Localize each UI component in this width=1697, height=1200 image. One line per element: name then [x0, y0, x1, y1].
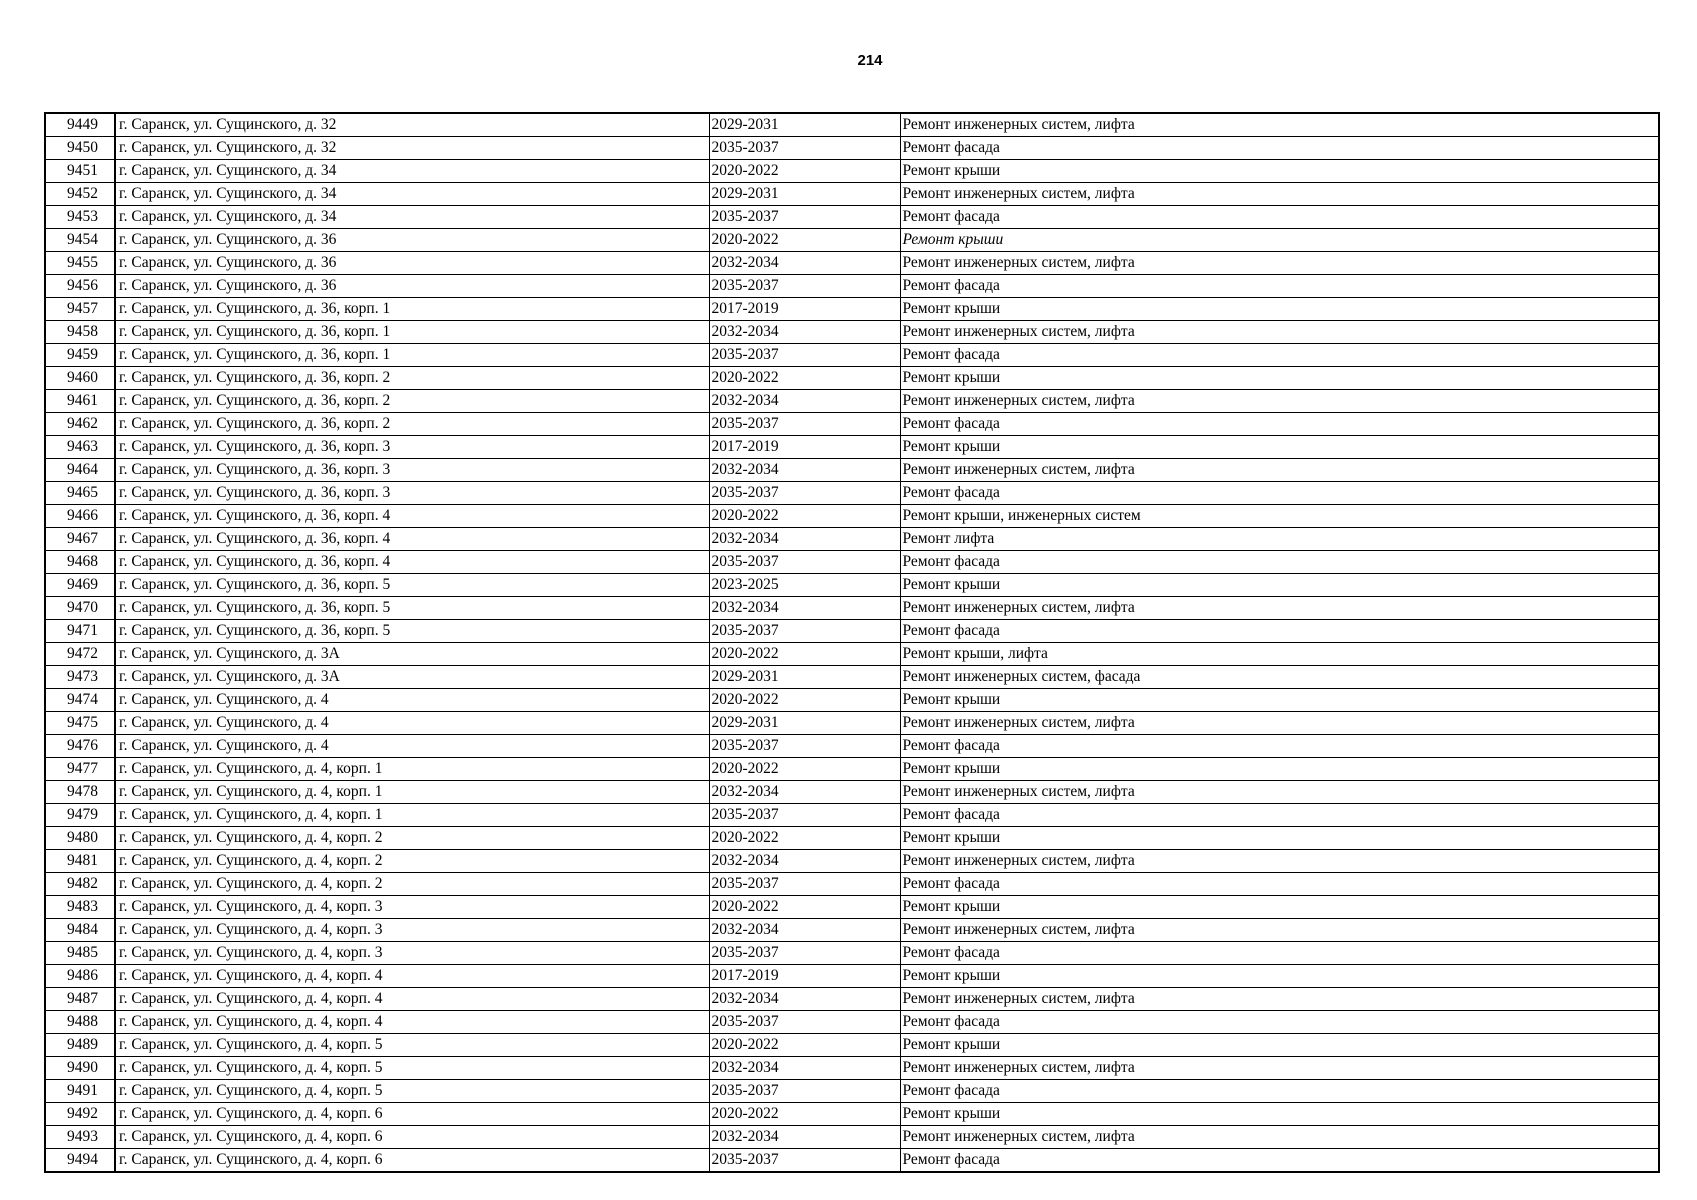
address-cell: г. Саранск, ул. Сущинского, д. 36, корп. 3: [115, 482, 709, 505]
address-cell: г. Саранск, ул. Сущинского, д. 3А: [115, 666, 709, 689]
address-cell: г. Саранск, ул. Сущинского, д. 4, корп. 1: [115, 804, 709, 827]
row-number-cell: 9483: [45, 896, 115, 919]
address-cell: г. Саранск, ул. Сущинского, д. 4: [115, 712, 709, 735]
address-cell: г. Саранск, ул. Сущинского, д. 36, корп. 5: [115, 574, 709, 597]
address-cell: г. Саранск, ул. Сущинского, д. 36, корп. 5: [115, 620, 709, 643]
table-row: [45, 183, 1659, 206]
table-row: [45, 850, 1659, 873]
period-cell: 2032-2034: [709, 1057, 900, 1080]
period-cell: 2035-2037: [709, 482, 900, 505]
table-row: [45, 666, 1659, 689]
row-number-cell: 9479: [45, 804, 115, 827]
period-cell: 2032-2034: [709, 988, 900, 1011]
address-cell: г. Саранск, ул. Сущинского, д. 4, корп. 3: [115, 919, 709, 942]
period-cell: 2035-2037: [709, 275, 900, 298]
row-number-cell: 9471: [45, 620, 115, 643]
row-number-cell: 9484: [45, 919, 115, 942]
period-cell: 2017-2019: [709, 298, 900, 321]
table-row: [45, 1126, 1659, 1149]
address-cell: г. Саранск, ул. Сущинского, д. 4: [115, 735, 709, 758]
work-type-cell: Ремонт крыши: [900, 965, 1659, 988]
period-cell: 2035-2037: [709, 1011, 900, 1034]
period-cell: 2020-2022: [709, 1034, 900, 1057]
work-type-cell: Ремонт инженерных систем, лифта: [900, 712, 1659, 735]
work-type-cell: Ремонт инженерных систем, лифта: [900, 919, 1659, 942]
address-cell: г. Саранск, ул. Сущинского, д. 4, корп. 5: [115, 1080, 709, 1103]
address-cell: г. Саранск, ул. Сущинского, д. 36, корп. 3: [115, 459, 709, 482]
row-number-cell: 9488: [45, 1011, 115, 1034]
address-cell: г. Саранск, ул. Сущинского, д. 4, корп. 3: [115, 896, 709, 919]
period-cell: 2032-2034: [709, 919, 900, 942]
address-cell: г. Саранск, ул. Сущинского, д. 4, корп. 4: [115, 988, 709, 1011]
work-type-cell: Ремонт инженерных систем, лифта: [900, 183, 1659, 206]
table-row: [45, 735, 1659, 758]
row-number-cell: 9463: [45, 436, 115, 459]
period-cell: 2020-2022: [709, 505, 900, 528]
work-type-cell: Ремонт крыши, лифта: [900, 643, 1659, 666]
period-cell: 2035-2037: [709, 1080, 900, 1103]
work-type-cell: Ремонт крыши: [900, 758, 1659, 781]
table-row: [45, 758, 1659, 781]
row-number-cell: 9485: [45, 942, 115, 965]
table-row: [45, 505, 1659, 528]
work-type-cell: Ремонт фасада: [900, 275, 1659, 298]
table-row: [45, 689, 1659, 712]
row-number-cell: 9461: [45, 390, 115, 413]
address-cell: г. Саранск, ул. Сущинского, д. 4, корп. 5: [115, 1057, 709, 1080]
period-cell: 2020-2022: [709, 160, 900, 183]
row-number-cell: 9460: [45, 367, 115, 390]
period-cell: 2023-2025: [709, 574, 900, 597]
work-type-cell: Ремонт фасада: [900, 482, 1659, 505]
table-row: [45, 298, 1659, 321]
period-cell: 2020-2022: [709, 1103, 900, 1126]
address-cell: г. Саранск, ул. Сущинского, д. 36, корп. 4: [115, 528, 709, 551]
table-row: [45, 712, 1659, 735]
row-number-cell: 9469: [45, 574, 115, 597]
table-row: [45, 827, 1659, 850]
work-type-cell: Ремонт фасада: [900, 735, 1659, 758]
work-type-cell: Ремонт крыши: [900, 1034, 1659, 1057]
table-row: [45, 942, 1659, 965]
period-cell: 2032-2034: [709, 528, 900, 551]
work-type-cell: Ремонт фасада: [900, 344, 1659, 367]
address-cell: г. Саранск, ул. Сущинского, д. 4, корп. 6: [115, 1149, 709, 1173]
period-cell: 2035-2037: [709, 551, 900, 574]
work-type-cell: Ремонт крыши: [900, 574, 1659, 597]
period-cell: 2017-2019: [709, 965, 900, 988]
table-row: [45, 229, 1659, 252]
period-cell: 2020-2022: [709, 896, 900, 919]
address-cell: г. Саранск, ул. Сущинского, д. 4: [115, 689, 709, 712]
period-cell: 2035-2037: [709, 735, 900, 758]
table-row: [45, 804, 1659, 827]
address-cell: г. Саранск, ул. Сущинского, д. 4, корп. 6: [115, 1103, 709, 1126]
table-row: [45, 597, 1659, 620]
table-row: [45, 113, 1659, 137]
row-number-cell: 9468: [45, 551, 115, 574]
row-number-cell: 9451: [45, 160, 115, 183]
work-type-cell: Ремонт крыши: [900, 1103, 1659, 1126]
work-type-cell: Ремонт крыши: [900, 827, 1659, 850]
table-row: [45, 413, 1659, 436]
work-type-cell: Ремонт крыши: [900, 896, 1659, 919]
work-type-cell: Ремонт инженерных систем, лифта: [900, 459, 1659, 482]
work-type-cell: Ремонт инженерных систем, лифта: [900, 1057, 1659, 1080]
work-type-cell: Ремонт фасада: [900, 620, 1659, 643]
period-cell: 2020-2022: [709, 689, 900, 712]
table-row: [45, 551, 1659, 574]
table-row: [45, 1011, 1659, 1034]
table-row: [45, 1149, 1659, 1173]
address-cell: г. Саранск, ул. Сущинского, д. 3А: [115, 643, 709, 666]
address-cell: г. Саранск, ул. Сущинского, д. 36, корп. 1: [115, 321, 709, 344]
work-type-cell: Ремонт инженерных систем, фасада: [900, 666, 1659, 689]
table-row: [45, 574, 1659, 597]
work-type-cell: Ремонт фасада: [900, 413, 1659, 436]
work-type-cell: Ремонт инженерных систем, лифта: [900, 988, 1659, 1011]
table-row: [45, 1080, 1659, 1103]
row-number-cell: 9475: [45, 712, 115, 735]
work-type-cell: Ремонт инженерных систем, лифта: [900, 113, 1659, 137]
work-type-cell: Ремонт фасада: [900, 942, 1659, 965]
table-body: [45, 113, 1659, 1172]
work-type-cell: Ремонт фасада: [900, 137, 1659, 160]
row-number-cell: 9466: [45, 505, 115, 528]
period-cell: 2020-2022: [709, 643, 900, 666]
row-number-cell: 9478: [45, 781, 115, 804]
period-cell: 2029-2031: [709, 113, 900, 137]
address-cell: г. Саранск, ул. Сущинского, д. 4, корп. 3: [115, 942, 709, 965]
period-cell: 2032-2034: [709, 1126, 900, 1149]
period-cell: 2029-2031: [709, 712, 900, 735]
row-number-cell: 9489: [45, 1034, 115, 1057]
work-type-cell: Ремонт фасада: [900, 873, 1659, 896]
address-cell: г. Саранск, ул. Сущинского, д. 4, корп. 2: [115, 850, 709, 873]
work-type-cell: Ремонт инженерных систем, лифта: [900, 597, 1659, 620]
table-row: [45, 965, 1659, 988]
row-number-cell: 9462: [45, 413, 115, 436]
table-row: [45, 344, 1659, 367]
table-row: [45, 206, 1659, 229]
row-number-cell: 9452: [45, 183, 115, 206]
period-cell: 2029-2031: [709, 183, 900, 206]
table-row: [45, 252, 1659, 275]
address-cell: г. Саранск, ул. Сущинского, д. 4, корп. 2: [115, 873, 709, 896]
row-number-cell: 9477: [45, 758, 115, 781]
address-cell: г. Саранск, ул. Сущинского, д. 36, корп. 2: [115, 413, 709, 436]
table-row: [45, 275, 1659, 298]
table-row: [45, 321, 1659, 344]
period-cell: 2035-2037: [709, 1149, 900, 1173]
address-cell: г. Саранск, ул. Сущинского, д. 36: [115, 229, 709, 252]
work-type-cell: Ремонт инженерных систем, лифта: [900, 781, 1659, 804]
address-cell: г. Саранск, ул. Сущинского, д. 36, корп. 3: [115, 436, 709, 459]
period-cell: 2032-2034: [709, 252, 900, 275]
work-type-cell: Ремонт крыши: [900, 436, 1659, 459]
work-type-cell: Ремонт инженерных систем, лифта: [900, 252, 1659, 275]
table-row: [45, 781, 1659, 804]
work-type-cell: Ремонт инженерных систем, лифта: [900, 1126, 1659, 1149]
table-row: [45, 390, 1659, 413]
address-cell: г. Саранск, ул. Сущинского, д. 4, корп. 1: [115, 758, 709, 781]
period-cell: 2032-2034: [709, 390, 900, 413]
address-cell: г. Саранск, ул. Сущинского, д. 34: [115, 160, 709, 183]
address-cell: г. Саранск, ул. Сущинского, д. 36, корп. 1: [115, 344, 709, 367]
row-number-cell: 9464: [45, 459, 115, 482]
row-number-cell: 9487: [45, 988, 115, 1011]
work-type-cell: Ремонт инженерных систем, лифта: [900, 321, 1659, 344]
table-row: [45, 160, 1659, 183]
table-row: [45, 436, 1659, 459]
address-cell: г. Саранск, ул. Сущинского, д. 4, корп. 1: [115, 781, 709, 804]
address-cell: г. Саранск, ул. Сущинского, д. 4, корп. 6: [115, 1126, 709, 1149]
row-number-cell: 9480: [45, 827, 115, 850]
row-number-cell: 9453: [45, 206, 115, 229]
address-cell: г. Саранск, ул. Сущинского, д. 36, корп. 1: [115, 298, 709, 321]
period-cell: 2029-2031: [709, 666, 900, 689]
work-type-cell: Ремонт фасада: [900, 1011, 1659, 1034]
address-cell: г. Саранск, ул. Сущинского, д. 36, корп. 4: [115, 505, 709, 528]
period-cell: 2032-2034: [709, 781, 900, 804]
row-number-cell: 9491: [45, 1080, 115, 1103]
address-cell: г. Саранск, ул. Сущинского, д. 4, корп. 4: [115, 965, 709, 988]
table-row: [45, 1103, 1659, 1126]
row-number-cell: 9467: [45, 528, 115, 551]
row-number-cell: 9486: [45, 965, 115, 988]
row-number-cell: 9481: [45, 850, 115, 873]
table-row: [45, 459, 1659, 482]
table-row: [45, 643, 1659, 666]
row-number-cell: 9492: [45, 1103, 115, 1126]
address-cell: г. Саранск, ул. Сущинского, д. 36: [115, 275, 709, 298]
row-number-cell: 9494: [45, 1149, 115, 1173]
work-type-cell: Ремонт инженерных систем, лифта: [900, 390, 1659, 413]
address-cell: г. Саранск, ул. Сущинского, д. 4, корп. 4: [115, 1011, 709, 1034]
table-row: [45, 528, 1659, 551]
period-cell: 2017-2019: [709, 436, 900, 459]
row-number-cell: 9455: [45, 252, 115, 275]
period-cell: 2020-2022: [709, 367, 900, 390]
row-number-cell: 9490: [45, 1057, 115, 1080]
address-cell: г. Саранск, ул. Сущинского, д. 4, корп. 2: [115, 827, 709, 850]
work-type-cell: Ремонт фасада: [900, 804, 1659, 827]
repair-schedule-table: [44, 112, 1660, 1173]
period-cell: 2020-2022: [709, 229, 900, 252]
address-cell: г. Саранск, ул. Сущинского, д. 34: [115, 183, 709, 206]
address-cell: г. Саранск, ул. Сущинского, д. 36: [115, 252, 709, 275]
period-cell: 2032-2034: [709, 850, 900, 873]
address-cell: г. Саранск, ул. Сущинского, д. 4, корп. 5: [115, 1034, 709, 1057]
table-row: [45, 873, 1659, 896]
period-cell: 2032-2034: [709, 459, 900, 482]
table-row: [45, 137, 1659, 160]
work-type-cell: Ремонт инженерных систем, лифта: [900, 850, 1659, 873]
address-cell: г. Саранск, ул. Сущинского, д. 36, корп. 2: [115, 390, 709, 413]
work-type-cell: Ремонт фасада: [900, 1149, 1659, 1173]
table-row: [45, 367, 1659, 390]
address-cell: г. Саранск, ул. Сущинского, д. 32: [115, 113, 709, 137]
work-type-cell: Ремонт крыши: [900, 229, 1659, 252]
period-cell: 2020-2022: [709, 827, 900, 850]
row-number-cell: 9457: [45, 298, 115, 321]
table-row: [45, 482, 1659, 505]
row-number-cell: 9470: [45, 597, 115, 620]
work-type-cell: Ремонт крыши: [900, 689, 1659, 712]
table-row: [45, 896, 1659, 919]
row-number-cell: 9473: [45, 666, 115, 689]
address-cell: г. Саранск, ул. Сущинского, д. 36, корп. 2: [115, 367, 709, 390]
table-row: [45, 1057, 1659, 1080]
period-cell: 2032-2034: [709, 597, 900, 620]
row-number-cell: 9454: [45, 229, 115, 252]
table-row: [45, 988, 1659, 1011]
page-number: 214: [857, 52, 883, 69]
period-cell: 2035-2037: [709, 942, 900, 965]
table-row: [45, 919, 1659, 942]
row-number-cell: 9472: [45, 643, 115, 666]
address-cell: г. Саранск, ул. Сущинского, д. 36, корп. 5: [115, 597, 709, 620]
work-type-cell: Ремонт фасада: [900, 206, 1659, 229]
work-type-cell: Ремонт крыши: [900, 298, 1659, 321]
period-cell: 2035-2037: [709, 137, 900, 160]
period-cell: 2035-2037: [709, 413, 900, 436]
period-cell: 2035-2037: [709, 620, 900, 643]
row-number-cell: 9476: [45, 735, 115, 758]
work-type-cell: Ремонт фасада: [900, 1080, 1659, 1103]
period-cell: 2020-2022: [709, 758, 900, 781]
period-cell: 2035-2037: [709, 873, 900, 896]
row-number-cell: 9456: [45, 275, 115, 298]
address-cell: г. Саранск, ул. Сущинского, д. 34: [115, 206, 709, 229]
period-cell: 2035-2037: [709, 804, 900, 827]
work-type-cell: Ремонт лифта: [900, 528, 1659, 551]
period-cell: 2032-2034: [709, 321, 900, 344]
period-cell: 2035-2037: [709, 344, 900, 367]
row-number-cell: 9493: [45, 1126, 115, 1149]
row-number-cell: 9482: [45, 873, 115, 896]
row-number-cell: 9465: [45, 482, 115, 505]
work-type-cell: Ремонт фасада: [900, 551, 1659, 574]
address-cell: г. Саранск, ул. Сущинского, д. 32: [115, 137, 709, 160]
work-type-cell: Ремонт крыши: [900, 160, 1659, 183]
row-number-cell: 9459: [45, 344, 115, 367]
period-cell: 2035-2037: [709, 206, 900, 229]
table-row: [45, 1034, 1659, 1057]
work-type-cell: Ремонт крыши: [900, 367, 1659, 390]
work-type-cell: Ремонт крыши, инженерных систем: [900, 505, 1659, 528]
table-row: [45, 620, 1659, 643]
row-number-cell: 9449: [45, 113, 115, 137]
row-number-cell: 9450: [45, 137, 115, 160]
address-cell: г. Саранск, ул. Сущинского, д. 36, корп. 4: [115, 551, 709, 574]
row-number-cell: 9458: [45, 321, 115, 344]
row-number-cell: 9474: [45, 689, 115, 712]
